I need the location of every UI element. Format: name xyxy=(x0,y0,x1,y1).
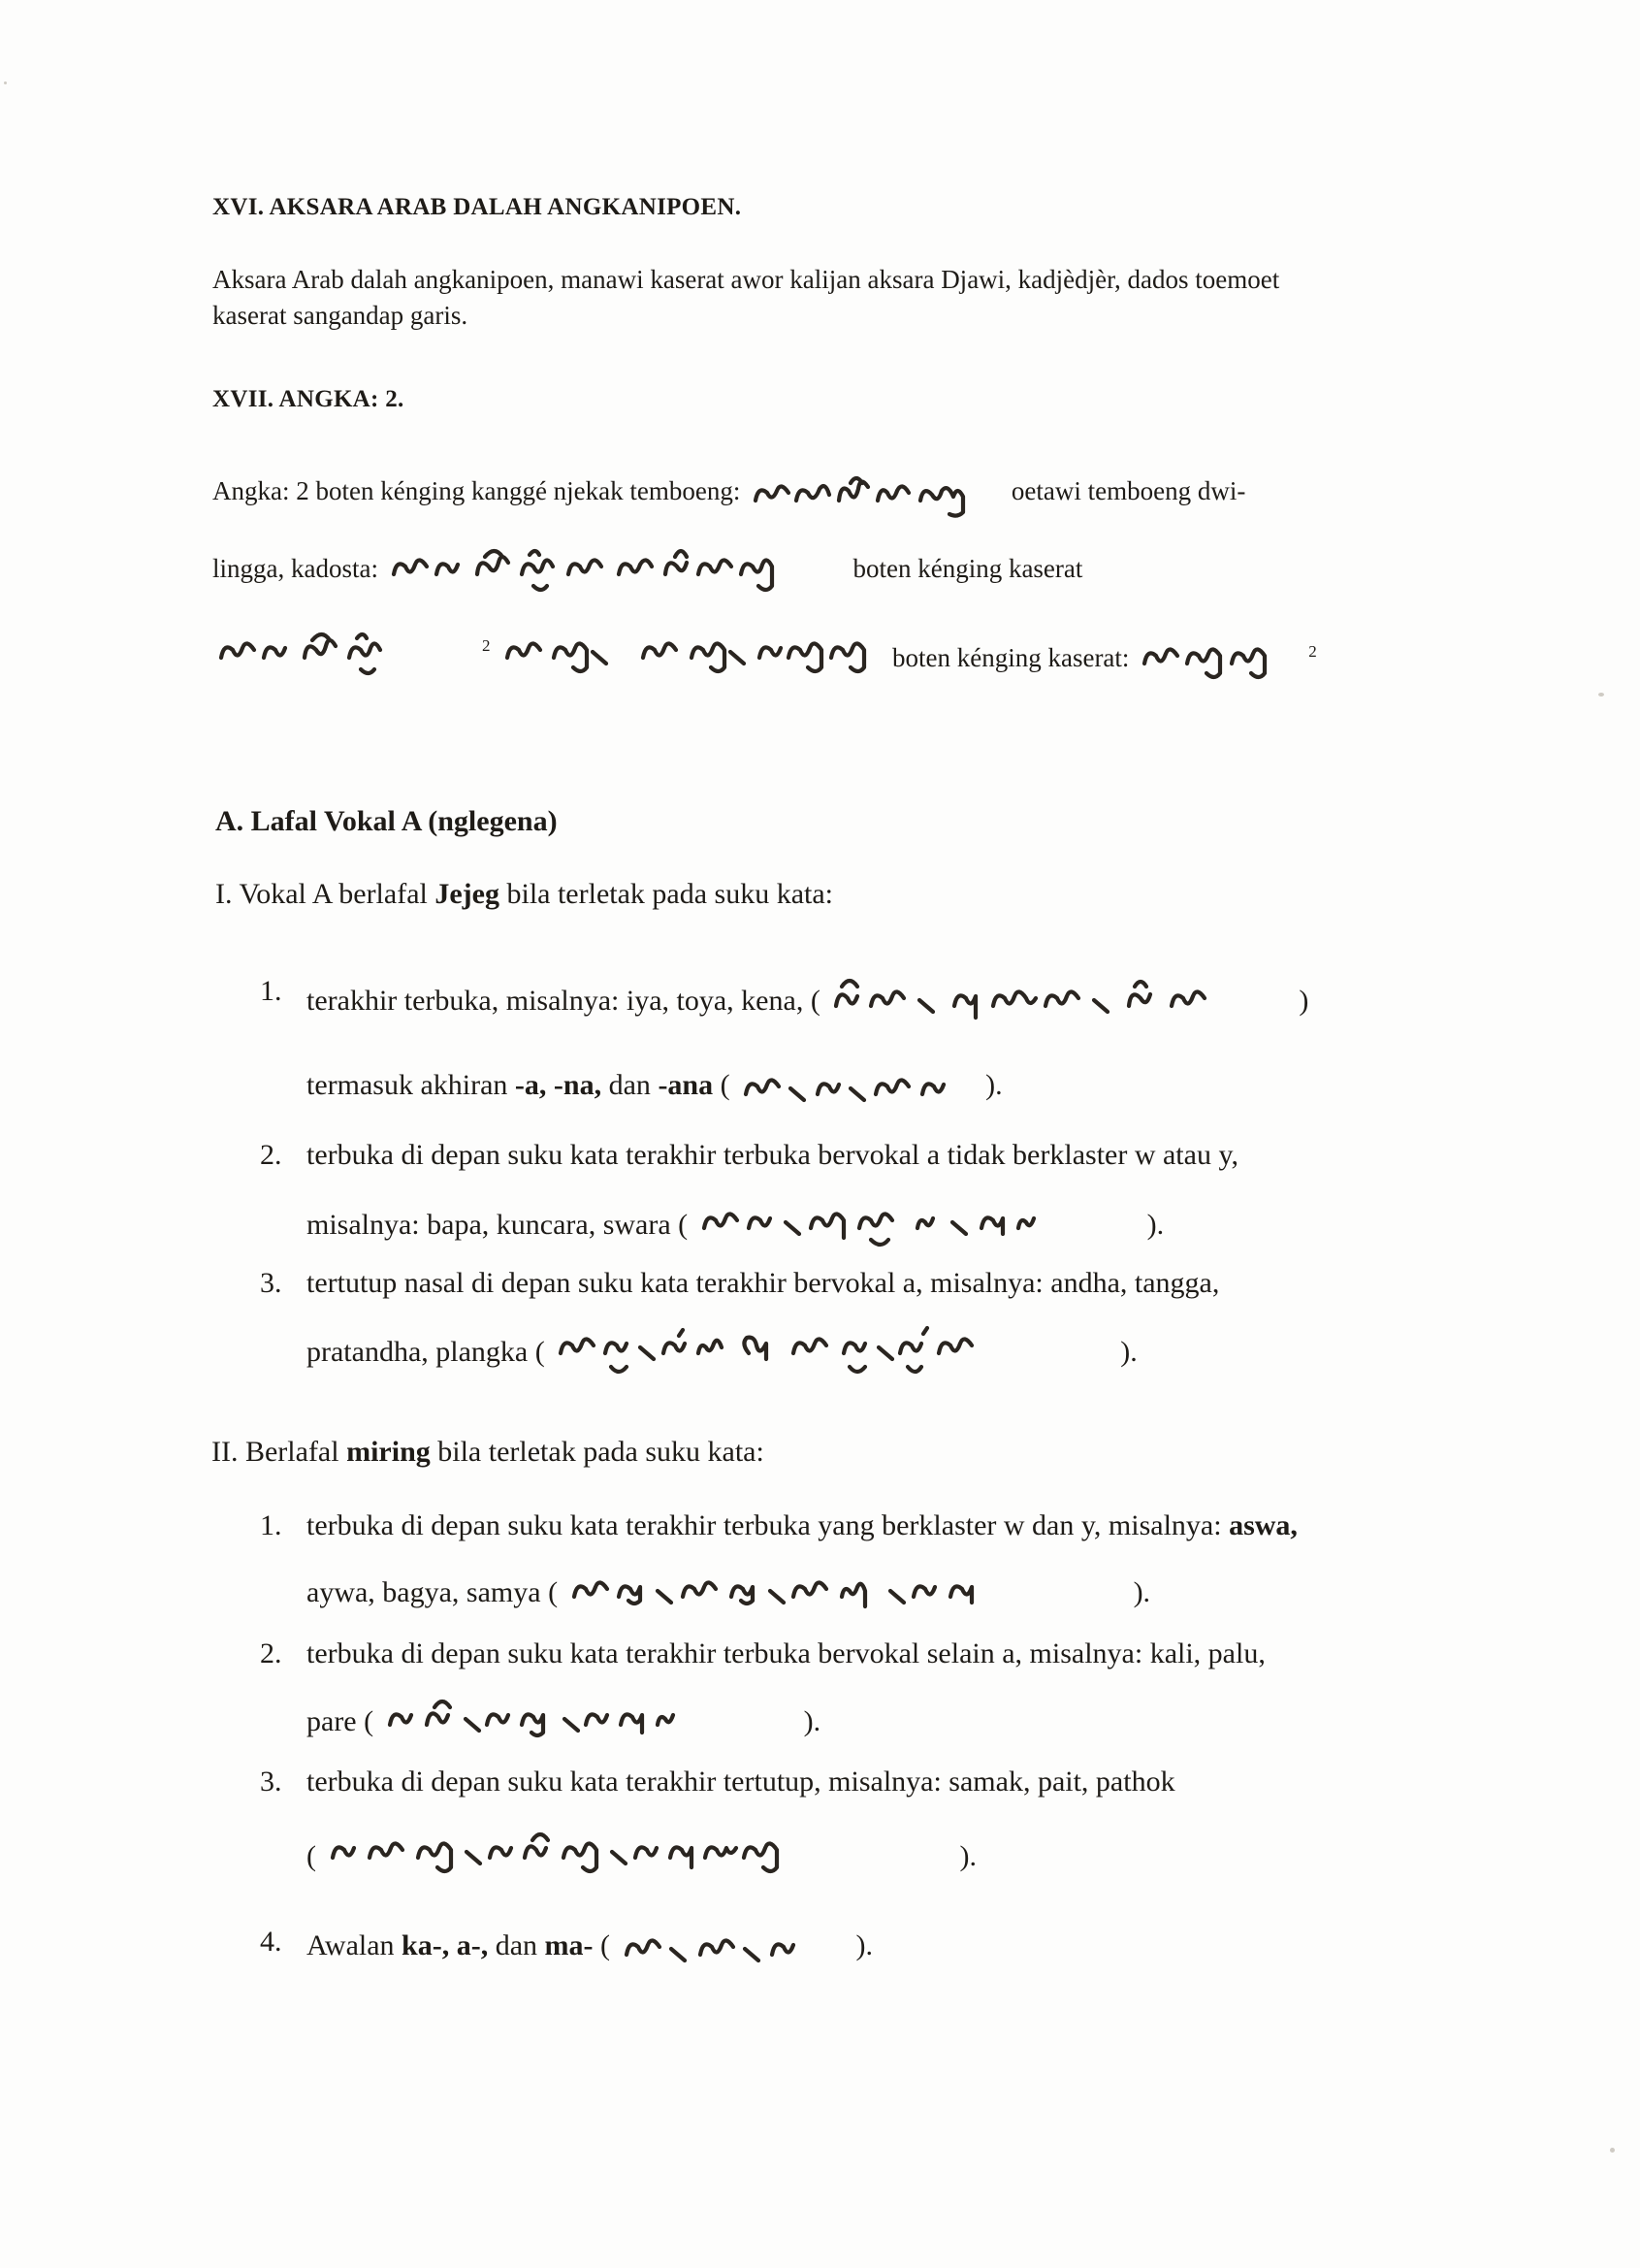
scan-speck xyxy=(1610,2148,1615,2153)
a-I-3-l2-end: ). xyxy=(1120,1335,1138,1368)
a-II-item-1-line-1 xyxy=(306,1509,1298,1542)
javanese-script xyxy=(698,1199,1144,1255)
javanese-script xyxy=(388,541,844,601)
a-II-pre: II. Berlafal xyxy=(211,1436,347,1468)
a-I-2-l2: misalnya: bapa, kuncara, swara ( xyxy=(306,1208,689,1241)
section-xvi-title: XVI. AKSARA ARAB DALAH ANGKANIPOEN. xyxy=(212,194,742,220)
a-I-item-2-line-2 xyxy=(306,1199,1164,1255)
list-number: 1. xyxy=(260,1509,282,1541)
a-I-item-1-line-2 xyxy=(306,1065,1003,1110)
a-I-item-3-line-1: tertutup nasal di depan suku kata terakhir bervokal a, misalnya: andha, tangga, xyxy=(306,1267,1220,1299)
a-II-2-l2: pare ( xyxy=(306,1704,374,1737)
a-I-item-3-line-2 xyxy=(306,1324,1138,1384)
javanese-script xyxy=(1139,632,1303,689)
a-I-1-l2-open: ( xyxy=(713,1068,730,1101)
section-a-II-heading xyxy=(211,1436,764,1469)
section-xvii-line-3-right xyxy=(892,632,1319,689)
javanese-script xyxy=(384,1696,801,1752)
javanese-script xyxy=(555,1324,1117,1384)
a-II-4-end: ). xyxy=(855,1928,874,1961)
list-number: 2. xyxy=(260,1139,282,1171)
xvii-l3-mid: boten kénging kaserat: xyxy=(892,643,1130,673)
a-II-post: bila terletak pada suku kata: xyxy=(430,1436,764,1468)
suffix-ana: -ana xyxy=(658,1068,714,1101)
a-I-post: bila terletak pada suku kata: xyxy=(498,878,834,910)
a-II-bold: miring xyxy=(346,1436,431,1468)
a-II-4-open: ( xyxy=(593,1928,611,1961)
suffix-a: -a, xyxy=(514,1068,547,1101)
superscript-2: 2 xyxy=(482,636,491,656)
section-xvii-line-3 xyxy=(212,625,1532,685)
prefix-ma: ma- xyxy=(544,1928,594,1961)
javanese-script xyxy=(621,1926,853,1970)
a-I-1-l1-end: ) xyxy=(1299,984,1309,1017)
list-number: 1. xyxy=(260,975,282,1007)
xvii-l2-pre: lingga, kadosta: xyxy=(212,554,378,584)
superscript-2: 2 xyxy=(1308,642,1317,662)
scan-speck xyxy=(4,81,7,84)
xvii-l1-post: oetawi temboeng dwi- xyxy=(1011,476,1246,506)
a-I-2-l2-end: ). xyxy=(1146,1208,1165,1241)
javanese-script xyxy=(740,1065,982,1110)
a-I-item-2-line-1: terbuka di depan suku kata terakhir terbuka bervokal a tidak berklaster w atau y, xyxy=(306,1139,1239,1171)
xvii-l2-post: boten kénging kaserat xyxy=(852,554,1083,584)
section-xvii-line-2 xyxy=(212,541,1082,601)
a-II-item-3-line-2 xyxy=(306,1829,977,1889)
section-a-I-heading xyxy=(215,878,833,911)
prefix-ka-a: ka-, a-, xyxy=(402,1928,489,1961)
scan-speck xyxy=(1598,693,1604,697)
list-number: 3. xyxy=(260,1267,282,1299)
a-II-1-l2-end: ). xyxy=(1133,1575,1151,1608)
a-II-item-2-line-1: terbuka di depan suku kata terakhir terbuka bervokal selain a, misalnya: kali, palu, xyxy=(306,1637,1266,1669)
a-II-item-2-line-2 xyxy=(306,1696,820,1752)
a-I-1-l2-pre: termasuk akhiran xyxy=(306,1068,515,1101)
javanese-script xyxy=(568,1568,1131,1622)
list-number: 4. xyxy=(260,1926,282,1958)
a-I-item-1-line-1 xyxy=(306,973,1308,1033)
a-I-1-l2-end: ). xyxy=(985,1068,1003,1101)
a-II-item-3-line-1: terbuka di depan suku kata terakhir tertutup, misalnya: samak, pait, pathok xyxy=(306,1766,1175,1798)
section-xvi-line-1: Aksara Arab dalah angkanipoen, manawi kaserat awor kalijan aksara Djawi, kadjèdjèr, dados toemoet xyxy=(212,265,1280,294)
a-II-1-l2: aywa, bagya, samya ( xyxy=(306,1575,559,1608)
list-number: 3. xyxy=(260,1766,282,1798)
a-II-1-l1-bold: aswa, xyxy=(1229,1509,1298,1541)
javanese-script xyxy=(750,466,1002,522)
a-II-item-4-line-1 xyxy=(306,1926,873,1970)
a-II-4-dan: dan xyxy=(488,1928,545,1961)
a-II-item-1-line-2 xyxy=(306,1568,1150,1622)
a-I-3-l2: pratandha, plangka ( xyxy=(306,1335,545,1368)
suffix-na: -na, xyxy=(553,1068,602,1101)
javanese-script xyxy=(215,625,477,685)
a-II-3-l2-end: ). xyxy=(959,1839,977,1872)
xvii-l1-pre: Angka: 2 boten kénging kanggé njekak temboeng: xyxy=(212,476,741,506)
a-I-bold: Jejeg xyxy=(434,878,499,910)
a-I-1-l1: terakhir terbuka, misalnya: iya, toya, kena, ( xyxy=(306,984,820,1017)
section-xvii-title: XVII. ANGKA: 2. xyxy=(212,386,404,412)
section-xvii-line-1 xyxy=(212,466,1245,522)
a-I-pre: I. Vokal A berlafal xyxy=(215,878,435,910)
a-II-3-l2: ( xyxy=(306,1839,316,1872)
section-xvi-line-2: kaserat sangandap garis. xyxy=(212,301,468,330)
section-a-title: A. Lafal Vokal A (nglegena) xyxy=(215,805,558,837)
a-II-4-pre: Awalan xyxy=(306,1928,402,1961)
list-number: 2. xyxy=(260,1637,282,1669)
a-II-2-l2-end: ). xyxy=(803,1704,821,1737)
a-I-1-l2-dan: dan xyxy=(601,1068,659,1101)
a-II-1-l1: terbuka di depan suku kata terakhir terbuka yang berklaster w dan y, misalnya: xyxy=(306,1509,1230,1541)
javanese-script xyxy=(830,973,1296,1033)
javanese-script xyxy=(327,1829,957,1889)
